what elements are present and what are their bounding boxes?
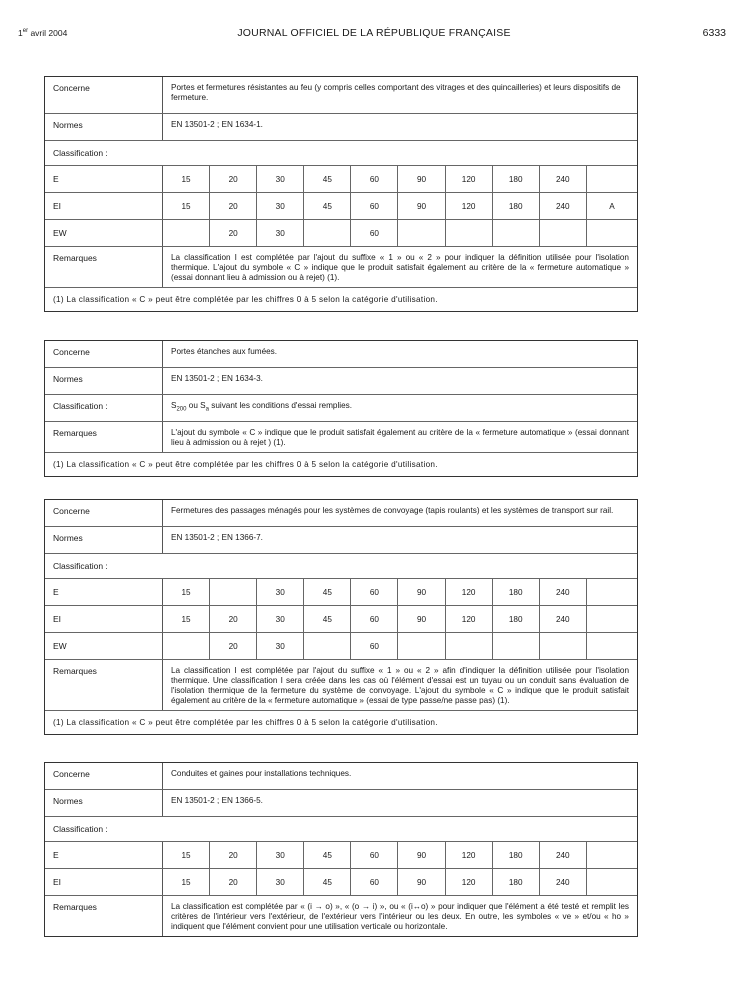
concerne-value: Portes étanches aux fumées. <box>171 347 278 356</box>
class-cell: 20 <box>210 842 257 868</box>
remarques-label: Remarques <box>45 660 163 710</box>
class-cell: 90 <box>398 193 445 219</box>
class-cell: 180 <box>493 166 540 192</box>
class-cell: 15 <box>163 869 210 895</box>
class-cell <box>446 220 493 246</box>
class-cell: 120 <box>446 193 493 219</box>
class-label: EI <box>45 193 163 219</box>
concerne-label: Concerne <box>45 77 163 113</box>
remarques-label: Remarques <box>45 896 163 936</box>
class-cell: A <box>609 201 615 211</box>
class-cell: 180 <box>493 606 540 632</box>
class-cell <box>493 220 540 246</box>
remarques-value: L'ajout du symbole « C » indique que le produit satisfait également au critère de la « fermeture automatique » (essai donnant lieu à admission ou à rejet ) (1). <box>171 428 629 447</box>
class-cell: 240 <box>540 869 587 895</box>
class-cell: 45 <box>304 606 351 632</box>
concerne-row <box>45 500 637 526</box>
class-cell: 180 <box>493 193 540 219</box>
classification-heading: Classification : <box>45 816 637 841</box>
class-cell: 60 <box>351 869 398 895</box>
class-cell <box>587 606 637 632</box>
remarques-row <box>45 246 637 287</box>
footnote: (1) La classification « C » peut être complétée par les chiffres 0 à 5 selon la catégorie d'utilisation. <box>45 710 637 734</box>
class-label: E <box>45 166 163 192</box>
class-cell: 20 <box>210 220 257 246</box>
class-cell: 15 <box>163 193 210 219</box>
class-label: EW <box>45 633 163 659</box>
class-cell: 20 <box>210 166 257 192</box>
normes-row <box>45 526 637 553</box>
class-cell: 180 <box>493 869 540 895</box>
class-cell: 45 <box>304 869 351 895</box>
table-portes-feu <box>44 76 638 312</box>
footnote: (1) La classification « C » peut être complétée par les chiffres 0 à 5 selon la catégorie d'utilisation. <box>45 452 637 476</box>
classification-heading: Classification : <box>45 140 637 165</box>
class-label: EI <box>45 869 163 895</box>
normes-label: Normes <box>45 790 163 816</box>
class-cell: 15 <box>163 579 210 605</box>
class-cell: 240 <box>540 842 587 868</box>
class-cell <box>163 220 210 246</box>
class-cell: 45 <box>304 193 351 219</box>
class-cell <box>398 633 445 659</box>
remarques-value: La classification est complétée par « (i → o) », « (o → i) », ou « (i↔o) » pour indiquer que l'élément a été testé et remplit les critères de l'intérieur vers l'extérieur, de l'extérieur vers l'intérieur ou les deux. En outre, les symboles « ve » et/ou « ho » indiquent que l'élément convient pour une utilisation verticale ou horizontale. <box>171 902 629 931</box>
remarques-row <box>45 659 637 710</box>
class-cell <box>304 220 351 246</box>
normes-value: EN 13501-2 ; EN 1366-5. <box>171 796 263 805</box>
class-cell <box>540 633 587 659</box>
class-cell <box>493 633 540 659</box>
class-cell: 60 <box>351 633 398 659</box>
table-convoyage <box>44 499 638 735</box>
concerne-value: Portes et fermetures résistantes au feu (y compris celles comportant des vitrages et des quincailleries) et leurs dispositifs de fermeture. <box>171 83 621 102</box>
class-cell <box>587 166 637 192</box>
class-cell: 60 <box>351 579 398 605</box>
class-row-e <box>45 841 637 868</box>
class-cell <box>540 220 587 246</box>
class-cell: 20 <box>210 633 257 659</box>
class-cell <box>398 220 445 246</box>
class-cell: 60 <box>351 842 398 868</box>
remarques-value: La classification I est complétée par l'ajout du suffixe « 1 » ou « 2 » afin d'indiquer la définition utilisée pour l'isolation thermique. Une classification I sera créée dans les cas où l'élément d'essai est un tuyau ou un conduit sans évaluation de l'isolation thermique de la fermeture du système de convoyage. L'ajout du symbole « C » indique que le produit satisfait également au critère de la « fermeture automatique » (essai de type passe/ne passe pas) (1). <box>171 666 629 705</box>
remarques-label: Remarques <box>45 422 163 452</box>
class-label: E <box>45 842 163 868</box>
class-row-ew <box>45 219 637 246</box>
class-cell: 30 <box>257 633 304 659</box>
journal-title: JOURNAL OFFICIEL DE LA RÉPUBLIQUE FRANÇAISE <box>237 27 511 39</box>
normes-row <box>45 789 637 816</box>
class-cell: 30 <box>257 166 304 192</box>
class-cell: 15 <box>163 166 210 192</box>
normes-value: EN 13501-2 ; EN 1634-1. <box>171 120 263 129</box>
remarques-value: La classification I est complétée par l'ajout du suffixe « 1 » ou « 2 » pour indiquer la définition utilisée pour l'isolation thermique. L'ajout du symbole « C » indique que le produit satisfait également au critère de la « fermeture automatique » (essai donnant lieu à admission ou à rejet) (1). <box>171 253 629 282</box>
class-cell: 90 <box>398 842 445 868</box>
normes-row <box>45 113 637 140</box>
class-cell: 60 <box>351 193 398 219</box>
class-cell: 180 <box>493 842 540 868</box>
class-cell: 120 <box>446 606 493 632</box>
class-cell <box>210 579 257 605</box>
class-cell: 30 <box>257 606 304 632</box>
class-cell <box>587 633 637 659</box>
concerne-value: Conduites et gaines pour installations techniques. <box>171 769 352 778</box>
class-cell: 15 <box>163 842 210 868</box>
class-row-ei <box>45 605 637 632</box>
class-row-e <box>45 165 637 192</box>
class-cell: 120 <box>446 842 493 868</box>
class-cell <box>587 842 637 868</box>
classification-heading: Classification : <box>45 553 637 578</box>
class-cell: 60 <box>351 166 398 192</box>
concerne-row <box>45 341 637 367</box>
classification-value: $S_{200}$ ou $S_a$ suivant les conditions d'essai remplies. <box>171 401 353 413</box>
class-label: EW <box>45 220 163 246</box>
normes-value: EN 13501-2 ; EN 1634-3. <box>171 374 263 383</box>
class-cell: 30 <box>257 869 304 895</box>
class-row-ew <box>45 632 637 659</box>
class-cell: 60 <box>351 220 398 246</box>
class-cell <box>163 633 210 659</box>
class-row-ei <box>45 192 637 219</box>
class-cell: 15 <box>163 606 210 632</box>
normes-label: Normes <box>45 114 163 140</box>
class-cell <box>587 869 637 895</box>
class-cell: 240 <box>540 606 587 632</box>
class-label: EI <box>45 606 163 632</box>
class-cell: 240 <box>540 193 587 219</box>
class-cell <box>304 633 351 659</box>
class-cell: 180 <box>493 579 540 605</box>
class-cell: 60 <box>351 606 398 632</box>
class-cell: 20 <box>210 869 257 895</box>
concerne-label: Concerne <box>45 500 163 526</box>
class-label: E <box>45 579 163 605</box>
class-cell: 45 <box>304 579 351 605</box>
normes-row <box>45 367 637 394</box>
page-header <box>0 26 748 42</box>
table-portes-fumees <box>44 340 638 477</box>
normes-label: Normes <box>45 527 163 553</box>
footnote: (1) La classification « C » peut être complétée par les chiffres 0 à 5 selon la catégorie d'utilisation. <box>45 287 637 311</box>
class-cell: 30 <box>257 193 304 219</box>
class-cell: 30 <box>257 220 304 246</box>
class-cell <box>587 220 637 246</box>
remarques-label: Remarques <box>45 247 163 287</box>
class-cell: 240 <box>540 579 587 605</box>
normes-value: EN 13501-2 ; EN 1366-7. <box>171 533 263 542</box>
class-row-ei <box>45 868 637 895</box>
class-cell: 20 <box>210 193 257 219</box>
page-number: 6333 <box>702 27 726 39</box>
class-cell: 90 <box>398 606 445 632</box>
class-row-e <box>45 578 637 605</box>
class-cell: 90 <box>398 869 445 895</box>
table-conduites <box>44 762 638 937</box>
class-cell: 45 <box>304 166 351 192</box>
remarques-row <box>45 895 637 936</box>
class-cell <box>446 633 493 659</box>
concerne-row <box>45 763 637 789</box>
concerne-label: Concerne <box>45 763 163 789</box>
classification-row <box>45 394 637 421</box>
class-cell: 30 <box>257 842 304 868</box>
issue-date: 1er avril 2004 <box>18 28 68 38</box>
class-cell: 20 <box>210 606 257 632</box>
class-cell: 90 <box>398 166 445 192</box>
class-cell: 30 <box>257 579 304 605</box>
class-cell: 120 <box>446 166 493 192</box>
class-cell: 90 <box>398 579 445 605</box>
class-cell <box>587 579 637 605</box>
class-cell: 240 <box>540 166 587 192</box>
class-cell: 120 <box>446 579 493 605</box>
classification-label: Classification : <box>45 395 163 421</box>
concerne-value: Fermetures des passages ménagés pour les systèmes de convoyage (tapis roulants) et les systèmes de transport sur rail. <box>171 506 614 515</box>
remarques-row <box>45 421 637 452</box>
concerne-row <box>45 77 637 113</box>
class-cell: 45 <box>304 842 351 868</box>
class-cell: 120 <box>446 869 493 895</box>
concerne-label: Concerne <box>45 341 163 367</box>
normes-label: Normes <box>45 368 163 394</box>
